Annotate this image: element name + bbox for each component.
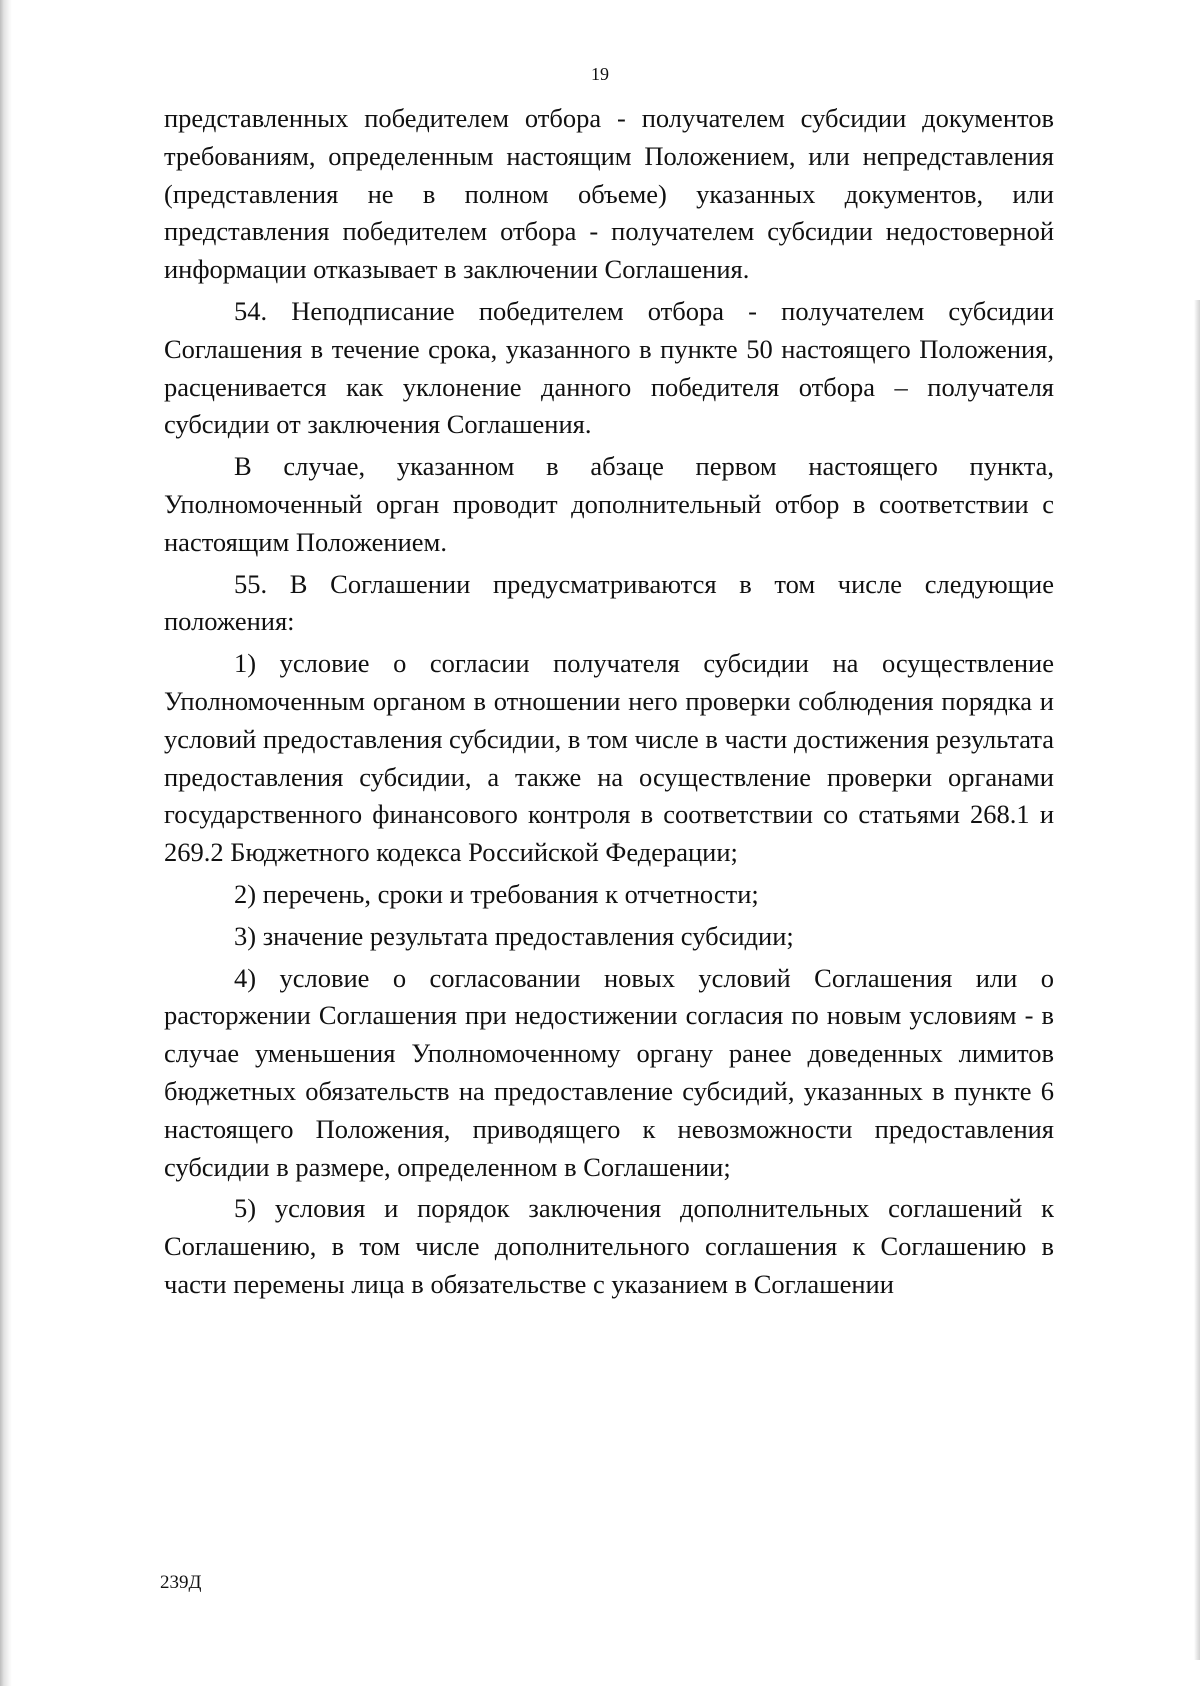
scan-edge-right [1194,300,1200,1660]
list-item-1: 1) условие о согласии получателя субсидии на осуществление Уполномоченным органом в отношении него проверки соблюдения порядка и условий предоставления субсидии, в том числе в части достижения результата предоставления субсидии, а также на осуществление проверки органами государственного финансового контроля в соответствии со статьями 268.1 и 269.2 Бюджетного кодекса Российской Федерации; [164,648,1054,868]
paragraph-item-55: 55. В Соглашении предусматриваются в том числе следующие положения: [164,568,1054,637]
list-item-5: 5) условия и порядок заключения дополнительных соглашений к Соглашению, в том числе дополнительного соглашения к Соглашению в части перемены лица в обязательстве с указанием в Соглашении [164,1193,1054,1299]
document-body [164,100,1054,1308]
paragraph-item-54: 54. Неподписание победителем отбора - получателем субсидии Соглашения в течение срока, указанного в пункте 50 настоящего Положения, расценивается как уклонение данного победителя отбора – получателя субсидии от заключения Соглашения. [164,295,1054,440]
paragraph-item-54-second: В случае, указанном в абзаце первом настоящего пункта, Уполномоченный орган проводит дополнительный отбор в соответствии с настоящим Положением. [164,451,1054,557]
list-item-2: 2) перечень, сроки и требования к отчетности; [234,878,759,909]
footer-document-code: 239Д [160,1572,202,1593]
list-item-4: 4) условие о согласовании новых условий Соглашения или о расторжении Соглашения при недостижении согласия по новым условиям - в случае уменьшения Уполномоченному органу ранее доведенных лимитов бюджетных обязательств на предоставление субсидий, указанных в пункте 6 настоящего Положения, приводящего к невозможности предоставления субсидии в размере, определенном в Соглашении; [164,962,1054,1182]
scan-edge-left [0,0,12,1686]
list-item-3: 3) значение результата предоставления субсидии; [234,920,794,951]
paragraph-continuation: представленных победителем отбора - получателем субсидии документов требованиям, определенным настоящим Положением, или непредставления (представления не в полном объеме) указанных документов, или представления победителем отбора - получателем субсидии недостоверной информации отказывает в заключении Соглашения. [164,103,1054,285]
page-number: 19 [591,64,609,84]
